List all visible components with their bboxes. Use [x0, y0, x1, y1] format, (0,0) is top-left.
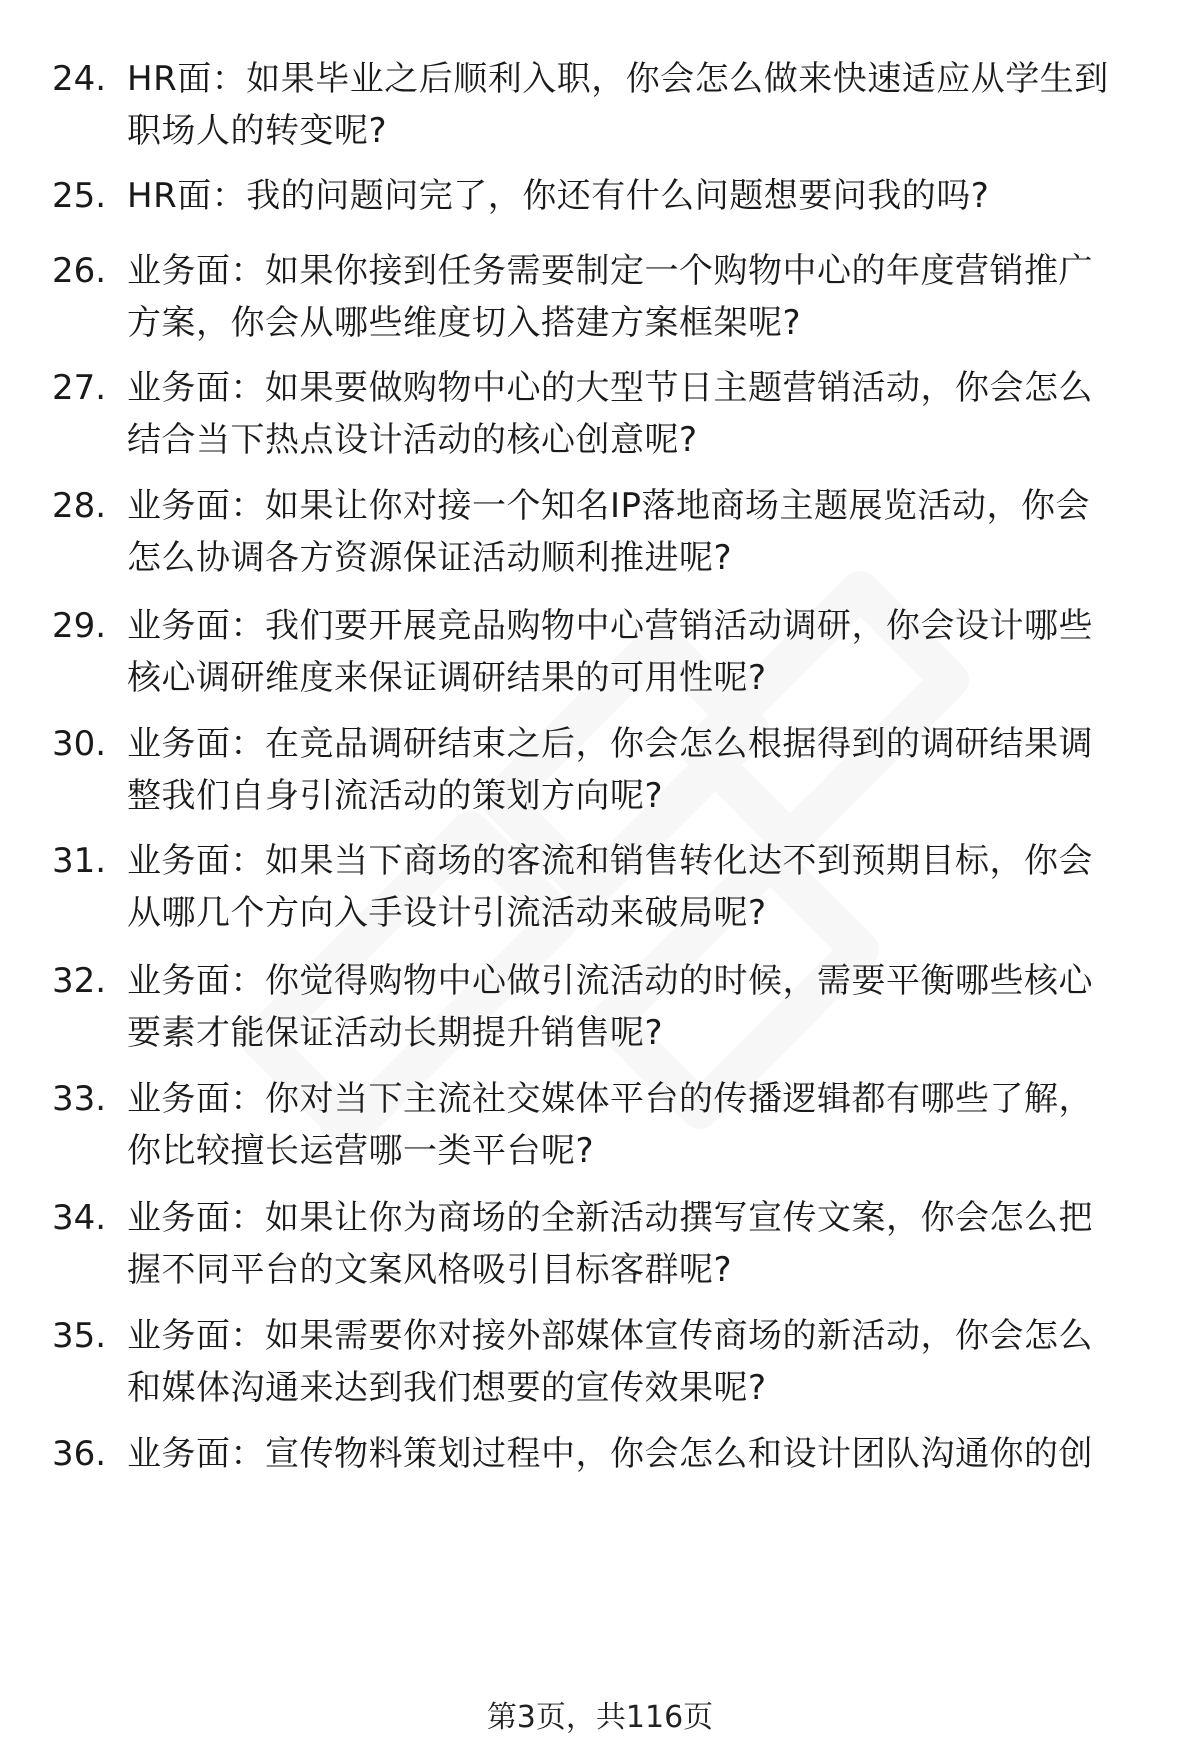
question-line: HR面：我的问题问完了，你还有什么问题想要问我的吗? [127, 176, 990, 216]
question-line: 方案，你会从哪些维度切入搭建方案框架呢? [127, 303, 802, 343]
question-number: 26. [52, 251, 107, 291]
question-line: HR面：如果毕业之后顺利入职，你会怎么做来快速适应从学生到 [127, 59, 1109, 99]
question-line: 握不同平台的文案风格吸引目标客群呢? [127, 1250, 733, 1290]
question-number: 24. [52, 59, 107, 99]
question-number: 33. [52, 1079, 107, 1119]
question-text [127, 170, 1157, 222]
question-text [127, 362, 1157, 466]
question-line: 业务面：如果当下商场的客流和销售转化达不到预期目标，你会 [127, 841, 1093, 881]
question-line: 业务面：如果要做购物中心的大型节日主题营销活动，你会怎么 [127, 368, 1093, 408]
question-line: 业务面：我们要开展竞品购物中心营销活动调研，你会设计哪些 [127, 606, 1093, 646]
question-line: 业务面：如果让你对接一个知名IP落地商场主题展览活动，你会 [127, 486, 1091, 526]
question-line: 职场人的转变呢? [127, 111, 388, 151]
question-line: 怎么协调各方资源保证活动顺利推进呢? [127, 538, 733, 578]
question-text [127, 53, 1157, 157]
question-number: 32. [52, 961, 107, 1001]
question-line: 结合当下热点设计活动的核心创意呢? [127, 420, 698, 460]
page-number-footer: 第3页，共116页 [486, 1700, 714, 1735]
question-text [127, 955, 1157, 1059]
question-text [127, 1073, 1157, 1177]
question-line: 从哪几个方向入手设计引流活动来破局呢? [127, 893, 767, 933]
question-text [127, 1192, 1157, 1296]
question-number: 30. [52, 724, 107, 764]
question-line: 和媒体沟通来达到我们想要的宣传效果呢? [127, 1368, 767, 1408]
question-line: 要素才能保证活动长期提升销售呢? [127, 1013, 664, 1053]
question-number: 34. [52, 1198, 107, 1238]
question-text [127, 600, 1157, 704]
question-line: 业务面：在竞品调研结束之后，你会怎么根据得到的调研结果调 [127, 724, 1093, 764]
question-line: 整我们自身引流活动的策划方向呢? [127, 776, 664, 816]
question-text [127, 718, 1157, 822]
question-text [127, 480, 1157, 584]
question-line: 业务面：如果需要你对接外部媒体宣传商场的新活动，你会怎么 [127, 1316, 1093, 1356]
question-number: 35. [52, 1316, 107, 1356]
question-text [127, 245, 1157, 349]
question-number: 29. [52, 606, 107, 646]
question-number: 28. [52, 486, 107, 526]
question-line: 核心调研维度来保证调研结果的可用性呢? [127, 658, 767, 698]
question-number: 25. [52, 176, 107, 216]
question-text [127, 835, 1157, 939]
question-line: 你比较擅长运营哪一类平台呢? [127, 1131, 595, 1171]
question-line: 业务面：宣传物料策划过程中，你会怎么和设计团队沟通你的创 [127, 1434, 1093, 1474]
question-number: 31. [52, 841, 107, 881]
question-text [127, 1310, 1157, 1414]
question-line: 业务面：如果让你为商场的全新活动撰写宣传文案，你会怎么把 [127, 1198, 1093, 1238]
question-text [127, 1428, 1157, 1480]
question-line: 业务面：你对当下主流社交媒体平台的传播逻辑都有哪些了解， [127, 1079, 1093, 1119]
question-number: 36. [52, 1434, 107, 1474]
question-line: 业务面：如果你接到任务需要制定一个购物中心的年度营销推广 [127, 251, 1093, 291]
question-line: 业务面：你觉得购物中心做引流活动的时候，需要平衡哪些核心 [127, 961, 1093, 1001]
question-number: 27. [52, 368, 107, 408]
